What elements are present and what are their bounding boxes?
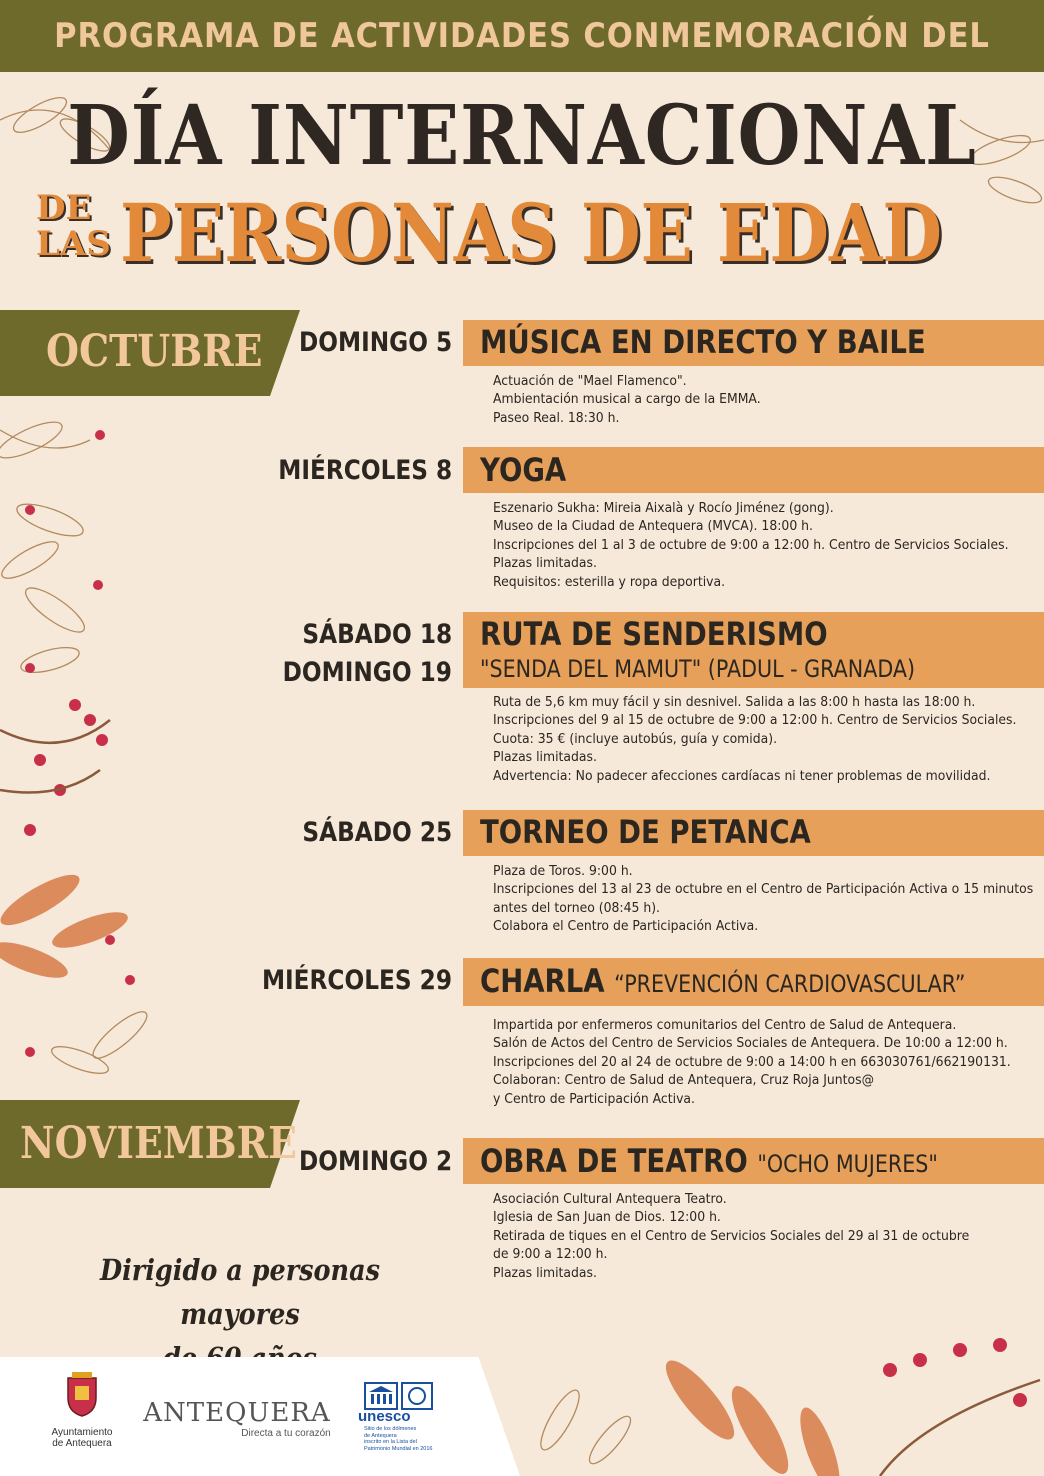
subtitle-personas-de-edad: PERSONAS DE EDAD xyxy=(120,186,943,280)
event-day-yoga: MIÉRCOLES 8 xyxy=(278,455,452,486)
detail-line: Actuación de "Mael Flamenco". xyxy=(493,373,687,389)
ayuntamiento-logo-text xyxy=(40,1427,124,1449)
detail-line: Requisitos: esterilla y ropa deportiva. xyxy=(493,573,726,590)
detail-line: Ambientación musical a cargo de la EMMA. xyxy=(493,391,761,408)
title-las: LAS xyxy=(36,224,111,264)
event-day-hiking: SÁBADO 18 xyxy=(302,619,452,650)
event-day-petanque: SÁBADO 25 xyxy=(302,817,452,848)
event-title-music: MÚSICA EN DIRECTO Y BAILE xyxy=(480,323,926,361)
event-details-theatre xyxy=(493,1190,969,1282)
event-day-music: DOMINGO 5 xyxy=(298,327,452,358)
detail-line: Advertencia: No padecer afecciones cardíacas ni tener problemas de movilidad. xyxy=(493,767,991,784)
event-subtitle-hiking: "SENDA DEL MAMUT" (PADUL - GRANADA) xyxy=(480,655,916,683)
audience-line-1: Dirigido a personas mayores xyxy=(99,1253,381,1331)
detail-line: Inscripciones del 20 al 24 de octubre de 9:00 a 14:00 h en 663030761/662190131. xyxy=(493,1053,1011,1070)
detail-line: de 9:00 a 12:00 h. xyxy=(493,1246,608,1263)
detail-line: Plazas limitadas. xyxy=(493,749,597,766)
antequera-tagline: Directa a tu corazón xyxy=(241,1428,331,1439)
event-day-theatre: DOMINGO 2 xyxy=(298,1146,452,1177)
detail-line: Colaboran: Centro de Salud de Antequera, Cruz Roja Juntos@ xyxy=(493,1072,875,1089)
detail-line: Retirada de tiques en el Centro de Servicios Sociales del 29 al 31 de octubre xyxy=(493,1227,970,1244)
event-title-theatre xyxy=(480,1142,938,1183)
title-de: DE xyxy=(36,188,92,228)
unesco-caption-line: inscrito en la Lista del xyxy=(364,1439,417,1445)
antequera-brand-logo: ANTEQUERA xyxy=(143,1398,331,1428)
detail-line: Plaza de Toros. 9:00 h. xyxy=(493,863,633,879)
detail-line: Inscripciones del 13 al 23 de octubre en el Centro de Participación Activa o 15 minutos xyxy=(493,881,1034,898)
unesco-temple-icon xyxy=(364,1382,434,1410)
detail-line: Colabora el Centro de Participación Activa. xyxy=(493,918,759,935)
event-title-talk-topic: “PREVENCIÓN CARDIOVASCULAR” xyxy=(614,970,966,998)
coat-of-arms-icon xyxy=(64,1372,100,1418)
detail-line: Inscripciones del 9 al 15 de octubre de 9:00 a 12:00 h. Centro de Servicios Sociales. xyxy=(493,712,1017,729)
detail-line: antes del torneo (08:45 h). xyxy=(493,899,661,916)
detail-line: y Centro de Participación Activa. xyxy=(493,1090,695,1107)
detail-line: Impartida por enfermeros comunitarios del Centro de Salud de Antequera. xyxy=(493,1017,957,1033)
event-details-petanque xyxy=(493,862,1033,936)
detail-line: Paseo Real. 18:30 h. xyxy=(493,409,620,426)
ayuntamiento-line-2: de Antequera xyxy=(52,1438,112,1449)
event-title-talk xyxy=(480,962,965,1003)
event-details-hiking xyxy=(493,693,1016,785)
month-label-october: OCTUBRE xyxy=(46,326,263,377)
ayuntamiento-line-1: Ayuntamiento xyxy=(51,1427,113,1438)
event-day-talk: MIÉRCOLES 29 xyxy=(261,965,452,996)
event-day-hiking-2: DOMINGO 19 xyxy=(282,657,452,688)
event-title-theatre-play: "OCHO MUJERES" xyxy=(757,1150,938,1178)
event-title-talk-main: CHARLA xyxy=(480,962,605,1000)
unesco-caption-line: de Antequera xyxy=(364,1432,397,1439)
detail-line: Salón de Actos del Centro de Servicios Sociales de Antequera. De 10:00 a 12:00 h. xyxy=(493,1035,1008,1052)
event-title-hiking: RUTA DE SENDERISMO xyxy=(480,615,828,653)
unesco-caption-line: Patrimonio Mundial en 2016 xyxy=(364,1445,433,1452)
event-title-theatre-main: OBRA DE TEATRO xyxy=(480,1142,748,1180)
main-title: DÍA INTERNACIONAL xyxy=(67,88,977,184)
detail-line: Inscripciones del 1 al 3 de octubre de 9:00 a 12:00 h. Centro de Servicios Sociales. xyxy=(493,536,1009,553)
event-title-petanque: TORNEO DE PETANCA xyxy=(480,813,811,851)
unesco-logo-text: unesco xyxy=(358,1408,411,1425)
detail-line: Asociación Cultural Antequera Teatro. xyxy=(493,1191,727,1207)
detail-line: Ruta de 5,6 km muy fácil y sin desnivel. Salida a las 8:00 h hasta las 18:00 h. xyxy=(493,694,976,710)
event-details-yoga xyxy=(493,499,1009,591)
detail-line: Cuota: 35 € (incluye autobús, guía y comida). xyxy=(493,730,778,747)
event-details-music xyxy=(493,372,761,427)
title-de-las xyxy=(36,190,111,262)
program-title: PROGRAMA DE ACTIVIDADES CONMEMORACIÓN DEL xyxy=(54,16,990,56)
detail-line: Plazas limitadas. xyxy=(493,555,597,572)
detail-line: Museo de la Ciudad de Antequera (MVCA). 18:00 h. xyxy=(493,518,814,535)
detail-line: Eszenario Sukha: Mireia Aixalà y Rocío Jiménez (gong). xyxy=(493,500,834,516)
unesco-caption-line: Sitio de los dólmenes xyxy=(364,1426,417,1432)
unesco-caption xyxy=(364,1426,454,1452)
detail-line: Plazas limitadas. xyxy=(493,1264,597,1281)
detail-line: Iglesia de San Juan de Dios. 12:00 h. xyxy=(493,1209,721,1226)
month-label-november: NOVIEMBRE xyxy=(20,1118,297,1169)
event-title-yoga: YOGA xyxy=(480,451,567,489)
event-details-talk xyxy=(493,1016,1011,1108)
